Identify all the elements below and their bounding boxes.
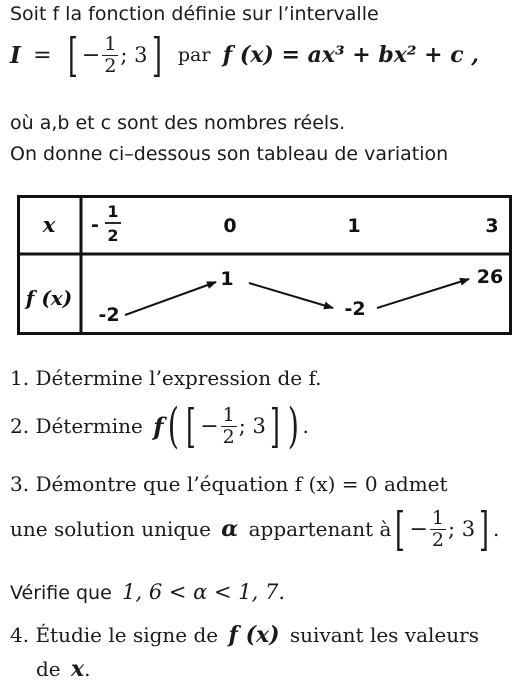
par-word: par <box>177 44 211 66</box>
question-2-right-bracket: ] <box>269 399 280 453</box>
question-3-alpha: α <box>221 516 239 542</box>
verification-line <box>10 580 285 604</box>
question-1: 1. Détermine l’expression de f. <box>10 366 322 390</box>
question-2-denominator: 2 <box>222 425 235 448</box>
x-value-0: 0 <box>223 215 237 237</box>
question-2-left-paren: ( <box>167 398 179 454</box>
question-2-end: . <box>302 414 309 438</box>
question-3-minus: − <box>409 516 428 542</box>
f-value-0: -2 <box>98 304 120 326</box>
intro-line-2 <box>10 28 479 94</box>
question-2 <box>10 398 309 462</box>
question-3-text-a: une solution unique <box>10 517 211 541</box>
intro-line-1: Soit f la fonction définie sur l’intervalle <box>10 3 379 25</box>
question-4-x: x <box>71 656 85 682</box>
question-4-fx: f (x) <box>228 622 280 648</box>
question-3-fraction <box>430 506 446 551</box>
arrow-decreasing <box>249 283 333 308</box>
interval-numerator: 1 <box>104 32 117 55</box>
interval-name: I <box>10 41 21 69</box>
question-2-right-paren: ) <box>287 398 299 454</box>
x-header: x <box>42 212 56 237</box>
interval-denominator: 2 <box>104 54 117 77</box>
variation-table-svg <box>17 195 512 335</box>
question-4-text-b: suivant les valeurs <box>289 623 479 647</box>
question-4-text-a: 4. Étudie le signe de <box>10 623 219 647</box>
question-2-f: f <box>153 411 164 441</box>
verification-inequality: 1, 6 < α < 1, 7. <box>122 580 286 604</box>
function-definition: f (x) = ax³ + bx² + c , <box>222 42 479 68</box>
question-4-line-1 <box>10 622 479 648</box>
variation-table <box>17 195 512 335</box>
fx-header: f (x) <box>25 286 73 310</box>
x-first-denominator: 2 <box>107 226 119 245</box>
x-value-2: 3 <box>485 215 499 237</box>
x-value-1: 1 <box>347 215 361 237</box>
question-3-denominator: 2 <box>431 528 444 551</box>
f-value-3: 26 <box>476 266 504 288</box>
verification-text: Vérifie que <box>10 582 112 604</box>
question-3-line-1: 3. Démontre que l’équation f (x) = 0 admet <box>10 472 448 496</box>
arrow-increasing-2 <box>377 279 469 308</box>
x-first-minus: - <box>91 214 99 236</box>
question-3-end: . <box>493 517 500 541</box>
interval-separator: ; 3 <box>120 43 148 67</box>
interval-minus: − <box>81 42 101 68</box>
right-bracket: ] <box>151 28 162 82</box>
equals-sign: = <box>33 42 52 68</box>
f-value-2: -2 <box>344 298 366 320</box>
question-2-fraction <box>221 403 237 448</box>
question-4-text-c: de <box>36 657 61 681</box>
question-3-separator: ; 3 <box>447 517 476 541</box>
question-2-minus: − <box>200 413 219 439</box>
intro-line-4: On donne ci–dessous son tableau de variation <box>10 143 449 165</box>
question-4-end: . <box>84 657 91 681</box>
x-value-first <box>91 202 121 245</box>
arrow-increasing-1 <box>125 282 216 315</box>
intro-line-3: où a,b et c sont des nombres réels. <box>10 112 346 134</box>
x-first-numerator: 1 <box>107 202 119 221</box>
question-3-line-2 <box>10 502 500 568</box>
question-2-numerator: 1 <box>222 403 235 426</box>
question-2-left-bracket: [ <box>186 399 197 453</box>
question-3-numerator: 1 <box>431 506 444 529</box>
question-2-separator: ; 3 <box>238 414 266 438</box>
interval-fraction <box>102 32 118 77</box>
question-3-text-b: appartenant à <box>248 517 392 541</box>
question-3-left-bracket: [ <box>395 502 406 556</box>
f-value-1: 1 <box>220 268 234 290</box>
question-2-text: 2. Détermine <box>10 414 143 438</box>
question-4-line-2 <box>36 656 90 682</box>
question-3-right-bracket: ] <box>479 502 490 556</box>
left-bracket: [ <box>67 28 78 82</box>
